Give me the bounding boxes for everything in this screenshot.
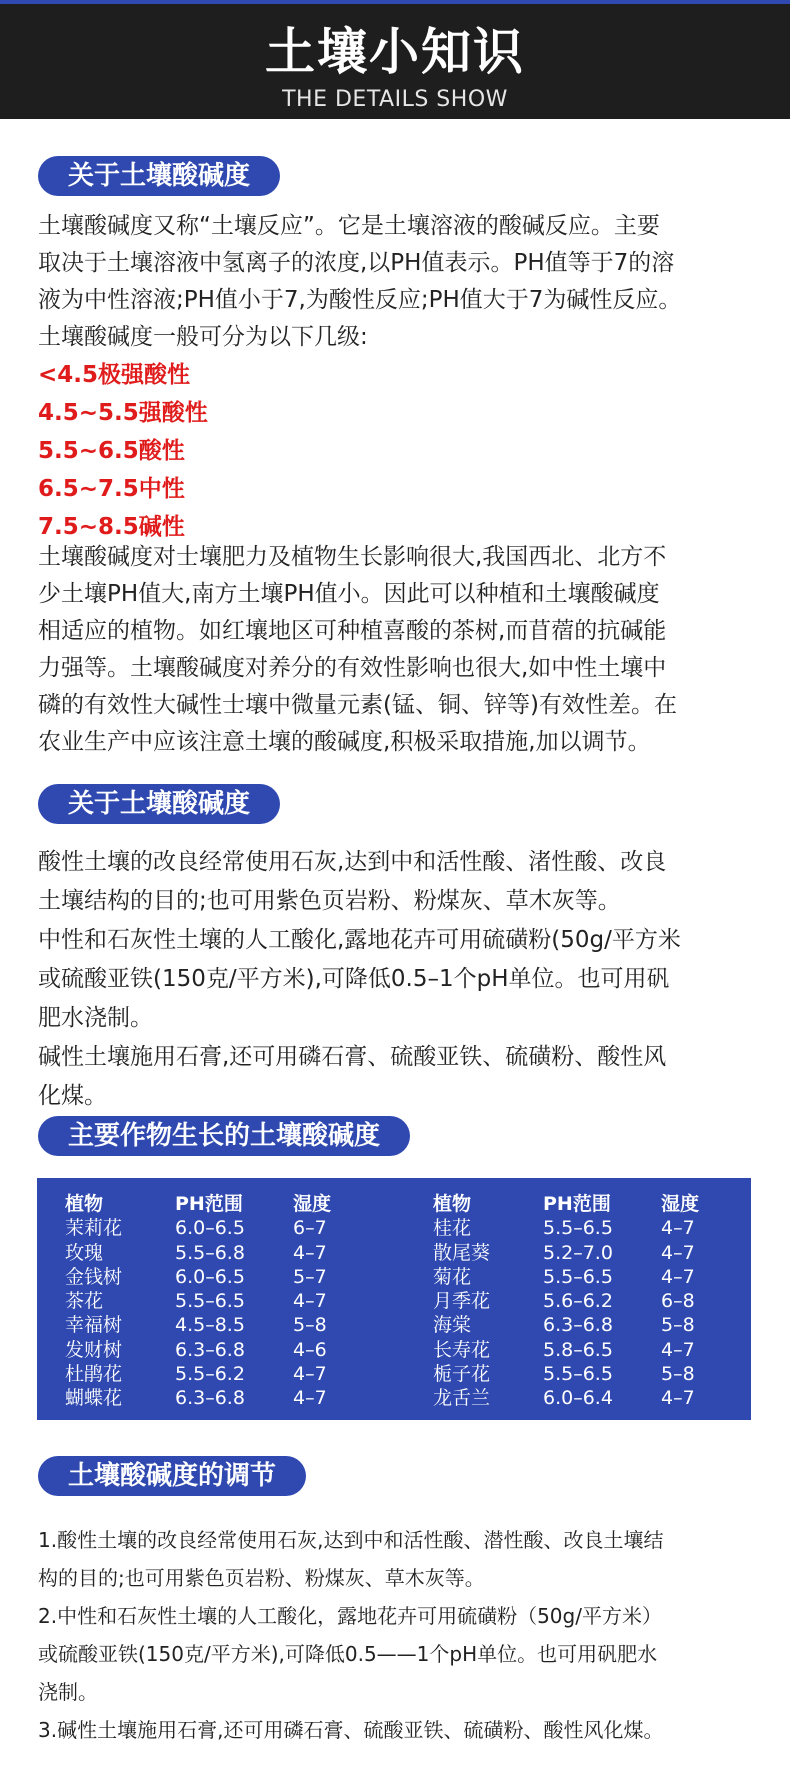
table-cell: 5–7 (293, 1265, 327, 1288)
table-cell: 5.5–6.5 (543, 1217, 613, 1240)
table-cell: 龙舌兰 (433, 1387, 491, 1410)
text-line: 碱性土壤施用石膏,还可用磷石膏、硫酸亚铁、硫磺粉、酸性风 (38, 1044, 667, 1070)
table-cell: 5.5–6.5 (175, 1290, 245, 1313)
table-column-ph-left (175, 1192, 245, 1411)
text-line: 浇制。 (38, 1680, 98, 1704)
table-cell: 5.5–6.5 (543, 1265, 613, 1288)
table-cell: 玫瑰 (65, 1241, 104, 1264)
section-body-ph-adjustment (38, 1521, 758, 1749)
section-heading-soil-improvement: 关于土壤酸碱度 (38, 784, 280, 824)
table-cell: 幸福树 (65, 1314, 123, 1337)
table-cell: 桂花 (433, 1217, 472, 1240)
section-heading-soil-ph: 关于土壤酸碱度 (38, 156, 280, 196)
table-cell: 栀子花 (433, 1363, 491, 1386)
text-line: 构的目的;也可用紫色页岩粉、粉煤灰、草木灰等。 (38, 1566, 485, 1590)
table-cell: 5.5–6.2 (175, 1363, 245, 1386)
table-cell: 6.3–6.8 (543, 1314, 613, 1337)
table-cell: 6–7 (293, 1217, 327, 1240)
text-line: 土壤结构的目的;也可用紫色页岩粉、粉煤灰、草木灰等。 (38, 888, 621, 914)
text-line: 肥水浇制。 (38, 1005, 153, 1031)
text-line: 酸性土壤的改良经常使用石灰,达到中和活性酸、渚性酸、改良 (38, 849, 667, 875)
page-title: 土壤小知识 (265, 23, 525, 81)
table-cell: 5.5–6.8 (175, 1241, 245, 1264)
table-cell: 6–8 (661, 1290, 695, 1313)
table-column-ph-right (543, 1192, 613, 1411)
crop-ph-table (37, 1178, 751, 1420)
table-header-ph: PH范围 (175, 1193, 243, 1215)
table-cell: 6.3–6.8 (175, 1387, 245, 1410)
table-cell: 蝴蝶花 (65, 1387, 123, 1410)
table-header-ph: PH范围 (543, 1193, 611, 1215)
table-cell: 菊花 (433, 1265, 472, 1288)
table-column-plant-left (65, 1192, 122, 1411)
table-cell: 6.0–6.4 (543, 1387, 613, 1410)
table-header-humidity: 湿度 (661, 1193, 700, 1215)
table-cell: 5–8 (661, 1363, 695, 1386)
section-body-soil-improvement (38, 843, 758, 1116)
section-heading-crop-ph: 主要作物生长的土壤酸碱度 (38, 1116, 410, 1156)
table-header-plant: 植物 (433, 1193, 472, 1215)
table-cell: 月季花 (433, 1290, 491, 1313)
table-cell: 发财树 (65, 1338, 123, 1361)
table-cell: 4–7 (661, 1265, 695, 1288)
table-header-humidity: 湿度 (293, 1193, 332, 1215)
ph-level-item: 5.5~6.5酸性 (38, 438, 185, 464)
table-cell: 金钱树 (65, 1265, 123, 1288)
text-line: 土壤酸碱度一般可分为以下几级: (38, 324, 368, 350)
text-line: 土壤酸碱度又称“土壤反应”。它是土壤溶液的酸碱反应。主要 (38, 213, 660, 239)
table-cell: 4–7 (661, 1241, 695, 1264)
ph-level-item: <4.5极强酸性 (38, 362, 191, 388)
table-cell: 5.8–6.5 (543, 1338, 613, 1361)
text-line: 2.中性和石灰性土壤的人工酸化，露地花卉可用硫磺粉（50g/平方米） (38, 1604, 662, 1628)
text-line: 农业生产中应该注意土壤的酸碱度,积极采取措施,加以调节。 (38, 729, 651, 755)
table-cell: 4–7 (293, 1241, 327, 1264)
text-line: 3.碱性土壤施用石膏,还可用磷石膏、硫酸亚铁、硫磺粉、酸性风化煤。 (38, 1718, 664, 1742)
table-cell: 散尾葵 (433, 1241, 491, 1264)
table-cell: 5–8 (293, 1314, 327, 1337)
table-header-plant: 植物 (65, 1193, 104, 1215)
text-line: 1.酸性土壤的改良经常使用石灰,达到中和活性酸、潜性酸、改良土壤结 (38, 1528, 664, 1552)
text-line: 土壤酸碱度对士壤肥力及植物生长影响很大,我国西北、北方不 (38, 544, 667, 570)
table-cell: 长寿花 (433, 1338, 491, 1361)
table-cell: 4–7 (661, 1217, 695, 1240)
text-line: 取决于土壤溶液中氢离子的浓度,以PH值表示。PH值等于7的溶 (38, 250, 675, 276)
table-cell: 4–7 (293, 1290, 327, 1313)
text-line: 中性和石灰性土壤的人工酸化,露地花卉可用硫磺粉(50g/平方米 (38, 927, 681, 953)
table-cell: 5.5–6.5 (543, 1363, 613, 1386)
table-cell: 4–7 (293, 1363, 327, 1386)
header-banner (0, 0, 790, 119)
ph-level-item: 4.5~5.5强酸性 (38, 400, 208, 426)
table-cell: 5–8 (661, 1314, 695, 1337)
table-column-plant-right (433, 1192, 490, 1411)
text-line: 力强等。土壤酸碱度对养分的有效性影响也很大,如中性土壤中 (38, 655, 667, 681)
table-cell: 茶花 (65, 1290, 104, 1313)
table-cell: 6.0–6.5 (175, 1265, 245, 1288)
table-cell: 5.2–7.0 (543, 1241, 613, 1264)
table-cell: 海棠 (433, 1314, 472, 1337)
page-subtitle: THE DETAILS SHOW (282, 87, 508, 112)
section-body-soil-ph-effects (38, 539, 758, 761)
table-cell: 5.6–6.2 (543, 1290, 613, 1313)
table-cell: 4–7 (661, 1338, 695, 1361)
text-line: 磷的有效性大碱性士壤中微量元素(锰、铜、锌等)有效性差。在 (38, 692, 677, 718)
table-cell: 茉莉花 (65, 1217, 123, 1240)
table-cell: 杜鹃花 (65, 1363, 123, 1386)
section-heading-ph-adjustment: 土壤酸碱度的调节 (38, 1456, 306, 1496)
table-cell: 4–7 (293, 1387, 327, 1410)
text-line: 或硫酸亚铁(150克/平方米),可降低0.5–1个pH单位。也可用矾 (38, 966, 670, 992)
text-line: 液为中性溶液;PH值小于7,为酸性反应;PH值大于7为碱性反应。 (38, 287, 682, 313)
table-cell: 6.0–6.5 (175, 1217, 245, 1240)
table-cell: 6.3–6.8 (175, 1338, 245, 1361)
text-line: 相适应的植物。如红壤地区可种植喜酸的茶树,而苜蓿的抗碱能 (38, 618, 667, 644)
table-column-humidity-left (293, 1192, 331, 1411)
section-body-soil-ph (38, 208, 758, 546)
ph-level-item: 6.5~7.5中性 (38, 476, 185, 502)
text-line: 少土壤PH值大,南方土壤PH值小。因此可以种植和土壤酸碱度 (38, 581, 660, 607)
table-cell: 4–6 (293, 1338, 327, 1361)
table-column-humidity-right (661, 1192, 699, 1411)
text-line: 或硫酸亚铁(150克/平方米),可降低0.5——1个pH单位。也可用矾肥水 (38, 1642, 658, 1666)
text-line: 化煤。 (38, 1083, 107, 1109)
ph-level-item: 7.5~8.5碱性 (38, 514, 185, 540)
table-cell: 4.5–8.5 (175, 1314, 245, 1337)
table-cell: 4–7 (661, 1387, 695, 1410)
